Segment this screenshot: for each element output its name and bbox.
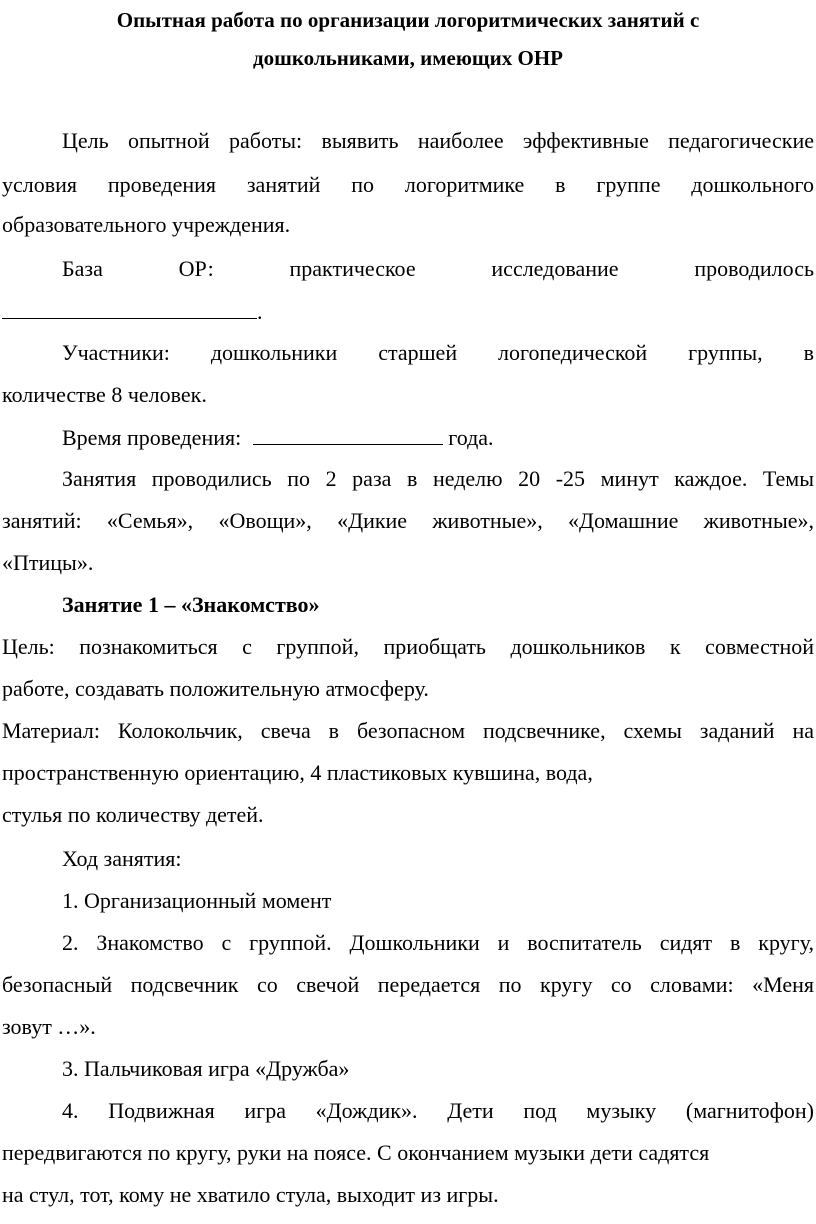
blank-underline	[2, 298, 257, 319]
document-title-line-2: дошкольниками, имеющих ОНР	[252, 46, 564, 70]
step-2-line-1: 2. Знакомство с группой. Дошкольники и воспитатель сидят в кругу,	[62, 930, 814, 955]
goal-line-3: образовательного учреждения.	[2, 212, 291, 237]
lesson-heading: Занятие 1 – «Знакомство»	[62, 592, 320, 617]
schedule-line-1: Занятия проводились по 2 раза в неделю 20 -25 минут каждое. Темы	[62, 466, 814, 491]
goal-line-1: Цель опытной работы: выявить наиболее эффективные педагогические	[62, 128, 814, 153]
schedule-line-2: занятий: «Семья», «Овощи», «Дикие животные», «Домашние животные»,	[2, 508, 814, 533]
lesson-goal-line-1: Цель: познакомиться с группой, приобщать дошкольников к совместной	[2, 634, 814, 659]
base-line-2	[2, 298, 263, 325]
time-line	[62, 424, 494, 451]
base-line-2-period: .	[257, 299, 263, 324]
time-label: Время проведения:	[62, 425, 242, 450]
step-2-line-3: зовут …».	[2, 1014, 96, 1039]
lesson-material-line-1: Материал: Колокольчик, свеча в безопасном подсвечнике, схемы заданий на	[2, 718, 814, 743]
participants-line-1: Участники: дошкольники старшей логопедической группы, в	[62, 340, 814, 365]
document-title-line-1: Опытная работа по организации логоритмических занятий с	[116, 8, 700, 32]
participants-line-2: количестве 8 человек.	[2, 382, 207, 407]
lesson-material-line-2: пространственную ориентацию, 4 пластиковых кувшина, вода,	[2, 760, 593, 785]
lesson-material-line-3: стулья по количеству детей.	[2, 802, 264, 827]
base-line-1: База ОР: практическое исследование проводилось	[62, 256, 814, 281]
time-suffix: года.	[448, 425, 494, 450]
goal-line-2: условия проведения занятий по логоритмике в группе дошкольного	[2, 172, 814, 197]
lesson-goal-line-2: работе, создавать положительную атмосферу.	[2, 676, 429, 701]
step-4-line-1: 4. Подвижная игра «Дождик». Дети под музыку (магнитофон)	[62, 1098, 814, 1123]
step-4-line-3: на стул, тот, кому не хватило стула, выходит из игры.	[2, 1182, 499, 1207]
step-2-line-2: безопасный подсвечник со свечой передается по кругу со словами: «Меня	[2, 972, 814, 997]
step-4-line-2: передвигаются по кругу, руки на поясе. С окончанием музыки дети садятся	[2, 1140, 710, 1165]
step-1: 1. Организационный момент	[62, 888, 332, 913]
course-heading: Ход занятия:	[62, 846, 182, 871]
blank-underline	[253, 424, 443, 445]
schedule-line-3: «Птицы».	[2, 550, 94, 575]
step-3: 3. Пальчиковая игра «Дружба»	[62, 1056, 350, 1081]
